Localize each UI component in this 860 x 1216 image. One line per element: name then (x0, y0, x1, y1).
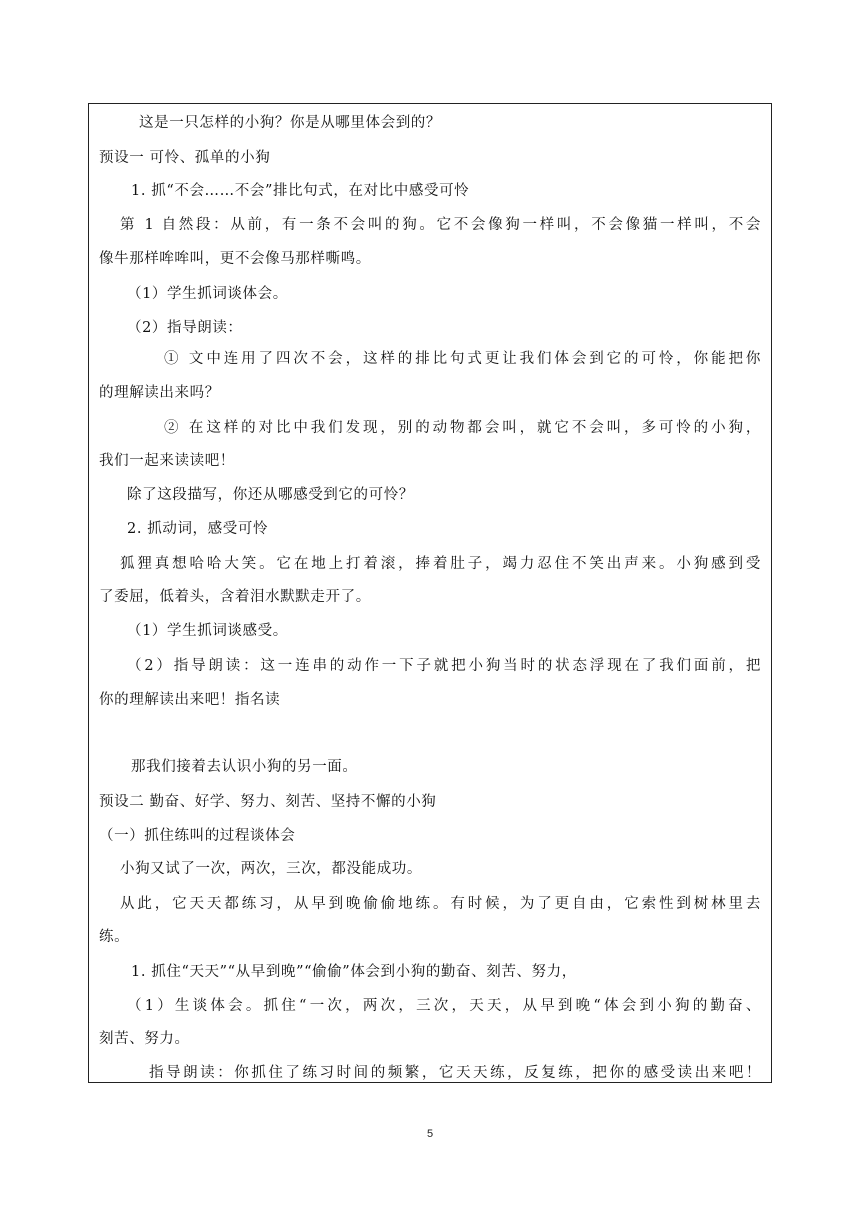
text-line: 2. 抓动词，感受可怜 (127, 521, 269, 537)
text-line: （2）指导朗读：这一连串的动作一下子就把小狗当时的状态浮现在了我们面前，把 (127, 658, 761, 674)
text-line: 刻苦、努力。 (99, 1031, 190, 1047)
text-line: 1. 抓“不会……不会”排比句式，在对比中感受可怜 (131, 183, 470, 199)
text-line: 第 1 自然段：从前，有一条不会叫的狗。它不会像狗一样叫，不会像猫一样叫，不会 (120, 217, 761, 233)
text-line: 除了这段描写，你还从哪感受到它的可怜？ (127, 487, 414, 503)
text-line: 的理解读出来吗？ (99, 385, 220, 401)
text-line: 狐狸真想哈哈大笑。它在地上打着滚，捧着肚子，竭力忍住不笑出声来。小狗感到受 (120, 556, 761, 572)
text-line: ① 文中连用了四次不会，这样的排比句式更让我们体会到它的可怜，你能把你 (164, 351, 761, 367)
text-line: 我们一起来读读吧！ (99, 453, 235, 469)
text-line: 小狗又试了一次，两次，三次，都没能成功。 (120, 861, 422, 877)
text-line: 这是一只怎样的小狗？你是从哪里体会到的？ (139, 115, 441, 131)
text-line: 了委屈，低着头，含着泪水默默走开了。 (99, 589, 371, 605)
text-line: （1）学生抓词谈体会。 (127, 286, 288, 302)
text-line: 那我们接着去认识小狗的另一面。 (131, 759, 358, 775)
text-line: 预设二 勤奋、好学、努力、刻苦、坚持不懈的小狗 (99, 794, 437, 810)
page-number: 5 (426, 1128, 434, 1140)
text-line: （1）学生抓词谈感受。 (127, 623, 288, 639)
text-line: （一）抓住练叫的过程谈体会 (99, 828, 296, 844)
text-line: 像牛那样哞哞叫，更不会像马那样嘶鸣。 (99, 251, 371, 267)
text-line: ② 在这样的对比中我们发现，别的动物都会叫，就它不会叫，多可怜的小狗， (164, 420, 761, 436)
content-table-cell (88, 103, 772, 1083)
text-line: （1）生谈体会。抓住“一次，两次，三次，天天，从早到晚“体会到小狗的勤奋、 (127, 998, 761, 1014)
text-line: 从此，它天天都练习，从早到晚偷偷地练。有时候，为了更自由，它索性到树林里去 (120, 896, 761, 912)
text-line: 指导朗读：你抓住了练习时间的频繁，它天天练，反复练，把你的感受读出来吧！ (149, 1065, 761, 1081)
text-line: 练。 (99, 929, 130, 945)
text-line: 你的理解读出来吧！指名读 (99, 692, 281, 708)
text-line: 1. 抓住“天天”“从早到晚”“偷偷”体会到小狗的勤奋、刻苦、努力， (131, 964, 577, 980)
text-line: （2）指导朗读： (127, 320, 243, 336)
text-line: 预设一 可怜、孤单的小狗 (99, 150, 271, 166)
